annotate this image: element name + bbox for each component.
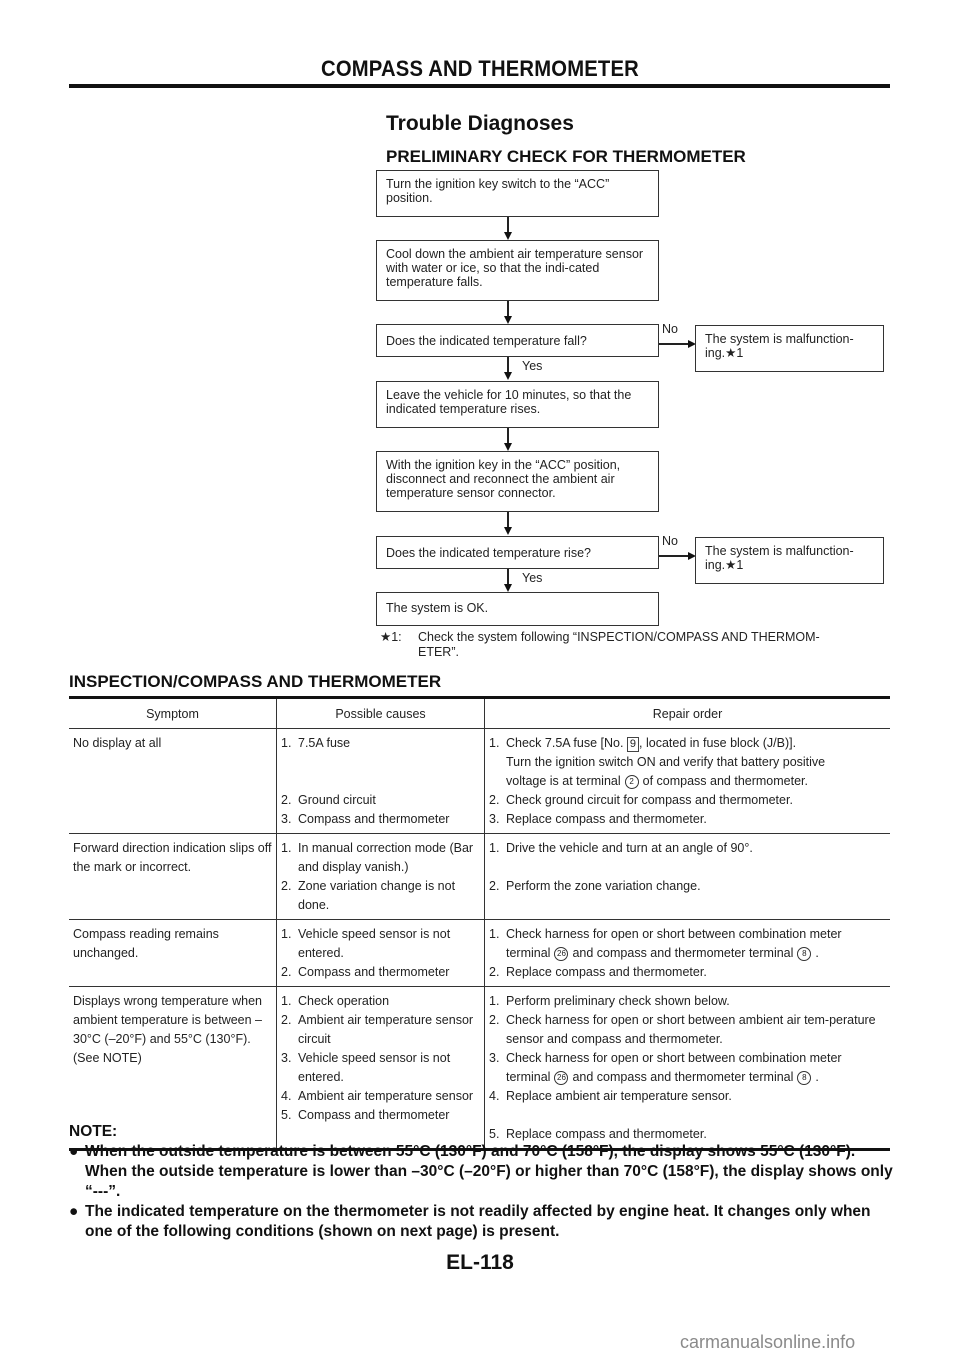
yes-label: Yes <box>522 571 543 585</box>
repair-text: Check harness for open or short between ambient air tem-perature sensor and compass and thermometer. <box>506 1013 876 1046</box>
item-num: 1. <box>281 841 292 855</box>
item-num: 3. <box>489 812 500 826</box>
item-num: 2. <box>489 1013 500 1027</box>
repair-text-part: and compass and thermometer terminal <box>572 946 794 960</box>
cause-text: Ambient air temperature sensor circuit <box>298 1013 474 1046</box>
repair-text-part: , located in fuse block (J/B)]. <box>639 736 797 750</box>
preliminary-check-title: PRELIMINARY CHECK FOR THERMOMETER <box>386 147 746 166</box>
flow-decision-rise: Does the indicated temperature rise? <box>376 536 659 569</box>
item-num: 1. <box>489 841 500 855</box>
flow-connector <box>507 217 509 233</box>
watermark: carmanualsonline.info <box>680 1332 856 1352</box>
cause-text: In manual correction mode (Bar and display vanish.) <box>298 841 474 874</box>
arrow-down-icon <box>504 443 512 451</box>
repair-text: Replace compass and thermometer. <box>506 965 707 979</box>
repair-text: Perform the zone variation change. <box>506 879 701 893</box>
inspection-table <box>69 696 890 1151</box>
item-num: 1. <box>281 927 292 941</box>
table-row <box>69 729 890 834</box>
flow-connector <box>507 428 509 444</box>
section-title: Trouble Diagnoses <box>386 112 574 135</box>
repair-text-part: of compass and thermometer. <box>642 774 808 788</box>
flow-step-1: Turn the ignition key switch to the “ACC” position. <box>376 170 659 217</box>
flow-malfunction-1: The system is malfunction-ing.★1 <box>695 325 884 372</box>
terminal-badge: 8 <box>797 947 811 961</box>
header-rule <box>69 84 890 88</box>
item-num: 2. <box>281 965 292 979</box>
cause-text: Vehicle speed sensor is not entered. <box>298 1051 451 1084</box>
column-header-repair: Repair order <box>485 698 891 729</box>
cause-text: Zone variation change is not done. <box>298 879 456 912</box>
arrow-down-icon <box>504 584 512 592</box>
item-num: 2. <box>281 879 292 893</box>
item-num: 4. <box>281 1089 292 1103</box>
repair-text-part: . <box>815 1070 819 1084</box>
page-header-title: COMPASS AND THERMOMETER <box>321 56 639 81</box>
flow-connector <box>507 357 509 373</box>
page-number: EL-118 <box>446 1251 514 1274</box>
repair-text: Replace ambient air temperature sensor. <box>506 1089 732 1103</box>
repair-text-part: voltage is at terminal <box>506 774 621 788</box>
note-block <box>69 1122 899 1242</box>
item-num: 1. <box>489 994 500 1008</box>
terminal-badge: 26 <box>554 947 568 961</box>
item-num: 3. <box>281 812 292 826</box>
flow-decision-fall: Does the indicated temperature fall? <box>376 324 659 357</box>
flow-connector <box>507 512 509 528</box>
terminal-badge: 8 <box>797 1071 811 1085</box>
repair-text <box>506 925 886 963</box>
table-row <box>69 834 890 920</box>
yes-label: Yes <box>522 359 543 373</box>
column-header-causes: Possible causes <box>277 698 485 729</box>
bullet-icon: ● <box>69 1203 79 1220</box>
table-header-row <box>69 698 890 729</box>
item-num: 2. <box>489 879 500 893</box>
note-title: NOTE: <box>69 1123 118 1140</box>
item-num: 3. <box>489 1051 500 1065</box>
cause-text: Compass and thermometer <box>298 812 450 826</box>
repair-text <box>506 1049 886 1087</box>
repair-text: Replace compass and thermometer. <box>506 812 707 826</box>
cause-text: Vehicle speed sensor is not entered. <box>298 927 451 960</box>
flow-connector <box>507 301 509 317</box>
arrow-down-icon <box>504 232 512 240</box>
no-label: No <box>662 322 678 336</box>
item-num: 3. <box>281 1051 292 1065</box>
bullet-icon: ● <box>69 1143 79 1160</box>
cause-text: Compass and thermometer <box>298 1108 450 1122</box>
no-label: No <box>662 534 678 548</box>
repair-text-part: Check 7.5A fuse [No. <box>506 736 624 750</box>
column-header-symptom: Symptom <box>69 698 277 729</box>
inspection-title: INSPECTION/COMPASS AND THERMOMETER <box>69 672 442 691</box>
footnote-text-cont: ETER”. <box>418 645 459 659</box>
repair-text <box>506 734 886 791</box>
symptom-cell: Displays wrong temperature when ambient temperature is between –30°C (–20°F) and 55°C (130°F). (See NOTE) <box>69 987 277 1150</box>
repair-text-part: Turn the ignition switch ON and verify that battery positive <box>506 755 826 769</box>
item-num: 1. <box>489 927 500 941</box>
arrow-down-icon <box>504 372 512 380</box>
item-num: 4. <box>489 1089 500 1103</box>
repair-text: Replace compass and thermometer. <box>506 1127 707 1141</box>
repair-text-part: and compass and thermometer terminal <box>572 1070 794 1084</box>
note-bullet <box>69 1142 899 1202</box>
cause-text: 7.5A fuse <box>298 736 351 750</box>
cause-text: Ambient air temperature sensor <box>298 1089 474 1103</box>
item-num: 1. <box>281 736 292 750</box>
item-num: 2. <box>489 793 500 807</box>
cause-text: Check operation <box>298 994 390 1008</box>
repair-cell <box>485 834 891 920</box>
repair-cell <box>485 920 891 987</box>
repair-text: Drive the vehicle and turn at an angle of 90°. <box>506 841 753 855</box>
repair-text: Perform preliminary check shown below. <box>506 994 730 1008</box>
flow-step-ok: The system is OK. <box>376 592 659 626</box>
fuse-number-badge: 9 <box>627 737 639 752</box>
item-num: 1. <box>281 994 292 1008</box>
arrow-down-icon <box>504 527 512 535</box>
causes-cell <box>277 834 485 920</box>
item-num: 5. <box>489 1127 500 1141</box>
arrow-down-icon <box>504 316 512 324</box>
table-row <box>69 920 890 987</box>
flow-step-4: Leave the vehicle for 10 minutes, so that the indicated temperature rises. <box>376 381 659 428</box>
repair-text-part: Check harness for open or short between combination meter terminal <box>506 1051 842 1084</box>
flow-malfunction-2: The system is malfunction-ing.★1 <box>695 537 884 584</box>
cause-text: Ground circuit <box>298 793 376 807</box>
note-bullet <box>69 1202 899 1242</box>
flowchart-footnote <box>380 630 890 660</box>
item-num: 2. <box>281 793 292 807</box>
item-num: 2. <box>489 965 500 979</box>
cause-text: Compass and thermometer <box>298 965 450 979</box>
star-footnote-mark: ★1: <box>380 630 402 644</box>
causes-cell <box>277 920 485 987</box>
repair-cell <box>485 729 891 834</box>
item-num: 5. <box>281 1108 292 1122</box>
terminal-badge: 26 <box>554 1071 568 1085</box>
item-num: 2. <box>281 1013 292 1027</box>
flow-step-2: Cool down the ambient air temperature sensor with water or ice, so that the indi-cated temperature falls. <box>376 240 659 301</box>
repair-text-part: Check harness for open or short between combination meter terminal <box>506 927 842 960</box>
terminal-badge: 2 <box>625 775 639 789</box>
footnote-text: Check the system following “INSPECTION/COMPASS AND THERMOM- <box>418 630 820 644</box>
repair-text-part: . <box>815 946 819 960</box>
note-text: When the outside temperature is between 55°C (130°F) and 70°C (158°F), the display shows 55°C (130°F). When the outside temperature is lower than –30°C (–20°F) or higher than 70°C (158°F), the display shows only “---”. <box>85 1143 893 1200</box>
flow-connector <box>659 343 689 345</box>
flow-connector <box>507 569 509 585</box>
causes-cell <box>277 729 485 834</box>
repair-text: Check ground circuit for compass and thermometer. <box>506 793 793 807</box>
flow-step-5: With the ignition key in the “ACC” position, disconnect and reconnect the ambient air temperature sensor connector. <box>376 451 659 512</box>
symptom-cell: Compass reading remains unchanged. <box>69 920 277 987</box>
item-num: 1. <box>489 736 500 750</box>
flow-connector <box>659 555 689 557</box>
symptom-cell: Forward direction indication slips off the mark or incorrect. <box>69 834 277 920</box>
note-text: The indicated temperature on the thermometer is not readily affected by engine heat. It changes only when one of the following conditions (shown on next page) is present. <box>85 1203 871 1240</box>
symptom-cell: No display at all <box>69 729 277 834</box>
